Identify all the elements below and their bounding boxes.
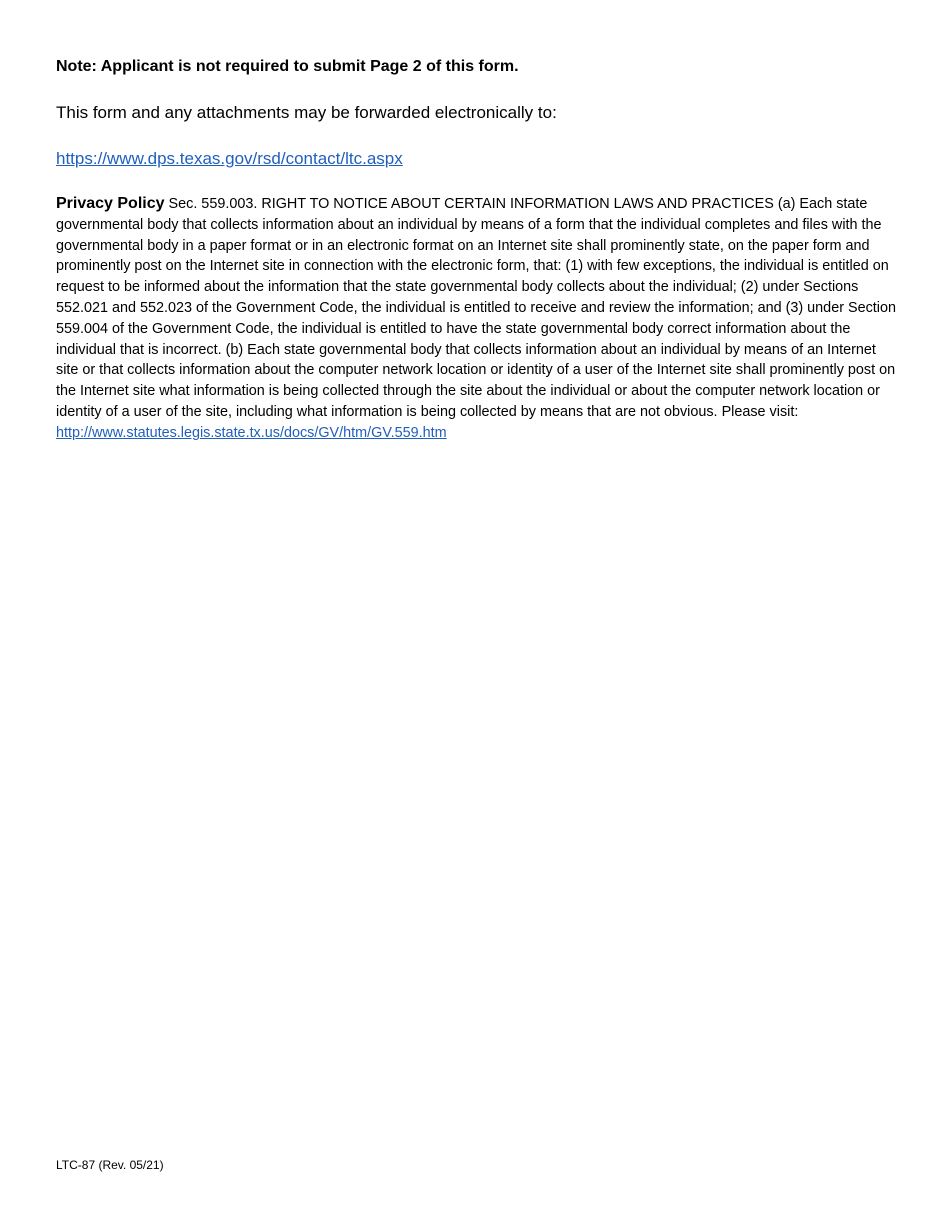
visit-label: Please visit: [721, 403, 799, 420]
privacy-policy-body: Sec. 559.003. RIGHT TO NOTICE ABOUT CERTAIN INFORMATION LAWS AND PRACTICES (a) Each state governmental body that collects information about an individual by means of a form that the individual completes and files with the governmental body in a paper format or in an electronic format on an Internet site shall prominently state, on the paper form and prominently post on the Internet site in connection with the electronic form, that: (1) with few exceptions, the individual is entitled on request to be informed about the information that the state governmental body collects about the individual; (2) under Sections 552.021 and 552.023 of the Government Code, the individual is entitled to receive and review the information; and (3) under Section 559.004 of the Government Code, the individual is entitled to have the state governmental body correct information about the individual that is incorrect. (b) Each state governmental body that collects information about an individual by means of an Internet site or that collects information about the computer network location or identity of a user of the Internet site shall prominently post on the Internet site what information is being collected through the site about the individual or about the computer network location or identity of a user of the site, including what information is being collected by means that are not obvious. [56, 196, 896, 420]
submission-note: Note: Applicant is not required to submit Page 2 of this form. [56, 58, 519, 75]
privacy-policy-paragraph [56, 194, 896, 444]
forward-instructions: This form and any attachments may be forwarded electronically to: [56, 103, 557, 122]
statute-link[interactable]: http://www.statutes.legis.state.tx.us/docs/GV/htm/GV.559.htm [56, 424, 447, 441]
document-page [56, 56, 896, 444]
form-revision-footer: LTC-87 (Rev. 05/21) [56, 1158, 164, 1172]
contact-link[interactable]: https://www.dps.texas.gov/rsd/contact/ltc.aspx [56, 149, 403, 168]
privacy-policy-heading: Privacy Policy [56, 195, 165, 212]
